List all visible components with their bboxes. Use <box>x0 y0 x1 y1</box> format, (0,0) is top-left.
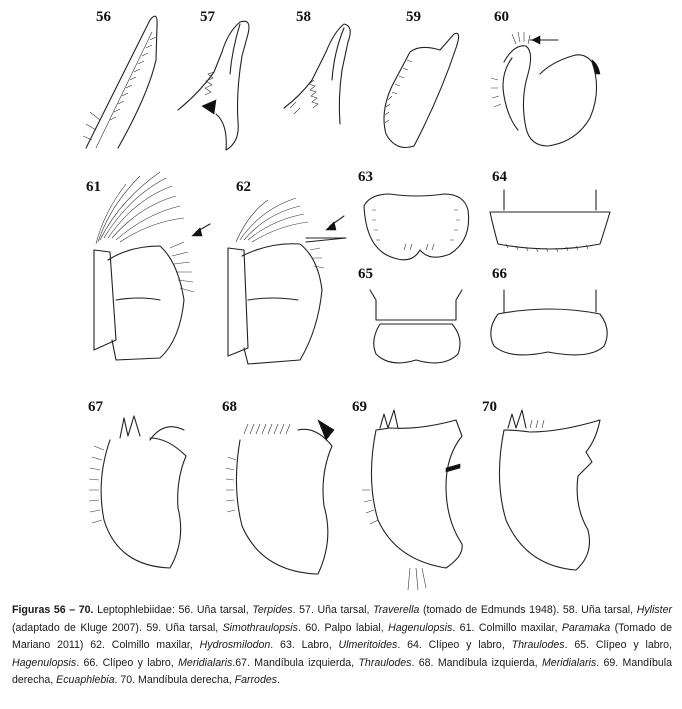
drawing-59-tarsal-claw <box>384 33 459 147</box>
caption-text: . 66. Clípeo y labro, <box>76 656 179 669</box>
caption-taxon-name: Hagenulopsis <box>388 621 453 634</box>
panel-label-61: 61 <box>86 179 101 195</box>
caption-text: . 57. Uña tarsal, <box>292 604 374 616</box>
caption-text: .67. Mandíbula izquierda, <box>232 656 359 669</box>
panel-label-59: 59 <box>406 9 421 25</box>
drawing-63-labrum <box>364 194 469 260</box>
caption-text: . 63. Labro, <box>270 639 339 652</box>
caption-taxon-name: Simothraulopsis <box>222 621 298 634</box>
drawing-57-tarsal-claw <box>178 21 249 150</box>
caption-taxon-name: Farrodes <box>234 674 278 687</box>
panel-label-68: 68 <box>222 399 237 415</box>
panel-label-63: 63 <box>358 169 373 185</box>
panel-label-57: 57 <box>200 9 215 25</box>
drawing-67-left-mandible <box>89 416 186 568</box>
caption-taxon-name: Ulmeritoides <box>338 639 398 652</box>
panel-label-62: 62 <box>236 179 251 195</box>
caption-text: . 69. Mandíbula derecha, <box>12 656 673 687</box>
drawing-68-left-mandible <box>226 420 334 574</box>
panel-label-64: 64 <box>492 169 507 185</box>
caption-taxon-name: Paramaka <box>561 621 611 634</box>
panel-label-56: 56 <box>96 9 111 25</box>
drawing-60-labial-palp <box>491 32 600 146</box>
caption-taxon-name: Meridialaris <box>541 656 597 669</box>
caption-taxon-name: Terpides <box>252 604 293 616</box>
caption-taxon-name: Traverella <box>373 604 420 616</box>
caption-text: (adaptado de Kluge 2007). 59. Uña tarsal, <box>12 621 223 634</box>
caption-taxon-name: Hydrosmilodon <box>199 639 271 652</box>
panel-label-69: 69 <box>352 399 367 415</box>
caption-lead: Figuras 56 – 70. <box>12 604 94 616</box>
drawing-66-clypeus-labrum <box>491 290 607 355</box>
caption-text: . <box>277 674 280 687</box>
drawing-56-tarsal-claw <box>83 16 157 148</box>
panel-label-70: 70 <box>482 399 497 415</box>
panel-label-65: 65 <box>358 266 373 282</box>
drawing-65-clypeus-labrum <box>370 290 462 363</box>
caption-text: . 65. Clípeo y labro, <box>564 639 672 652</box>
panel-label-67: 67 <box>88 399 103 415</box>
caption-text: . 70. Mandíbula derecha, <box>114 674 235 687</box>
caption-taxon-name: Ecuaphlebia <box>56 674 115 687</box>
panel-label-66: 66 <box>492 266 507 282</box>
caption-text: (Tomado de Mariano 2011) 62. Colmillo maxilar, <box>12 621 672 652</box>
drawing-70-right-mandible <box>499 410 600 570</box>
caption-text: . 64. Clípeo y labro, <box>397 639 512 652</box>
drawing-58-tarsal-claw <box>284 24 350 124</box>
caption-taxon-name: Meridialaris <box>178 656 233 669</box>
caption-taxon-name: Hagenulopsis <box>12 656 77 669</box>
caption-text: . 60. Palpo labial, <box>297 621 389 634</box>
caption-body <box>12 604 672 686</box>
caption-taxon-name: Thraulodes <box>511 639 565 652</box>
caption-text: Leptophlebiidae: 56. Uña tarsal, <box>93 604 253 616</box>
figure-caption <box>12 602 672 690</box>
caption-text: (tomado de Edmunds 1948). 58. Uña tarsal, <box>419 604 637 616</box>
caption-text: . 61. Colmillo maxilar, <box>452 621 562 634</box>
drawing-62-maxillary-fang <box>228 198 346 364</box>
drawing-69-right-mandible <box>362 410 462 590</box>
panel-label-58: 58 <box>296 9 311 25</box>
drawing-61-maxillary-fang <box>94 172 210 360</box>
caption-text: . 68. Mandíbula izquierda, <box>411 656 542 669</box>
caption-taxon-name: Thraulodes <box>358 656 412 669</box>
drawing-64-clypeus-labrum <box>490 190 610 252</box>
caption-taxon-name: Hylister <box>636 604 673 616</box>
panel-label-60: 60 <box>494 9 509 25</box>
